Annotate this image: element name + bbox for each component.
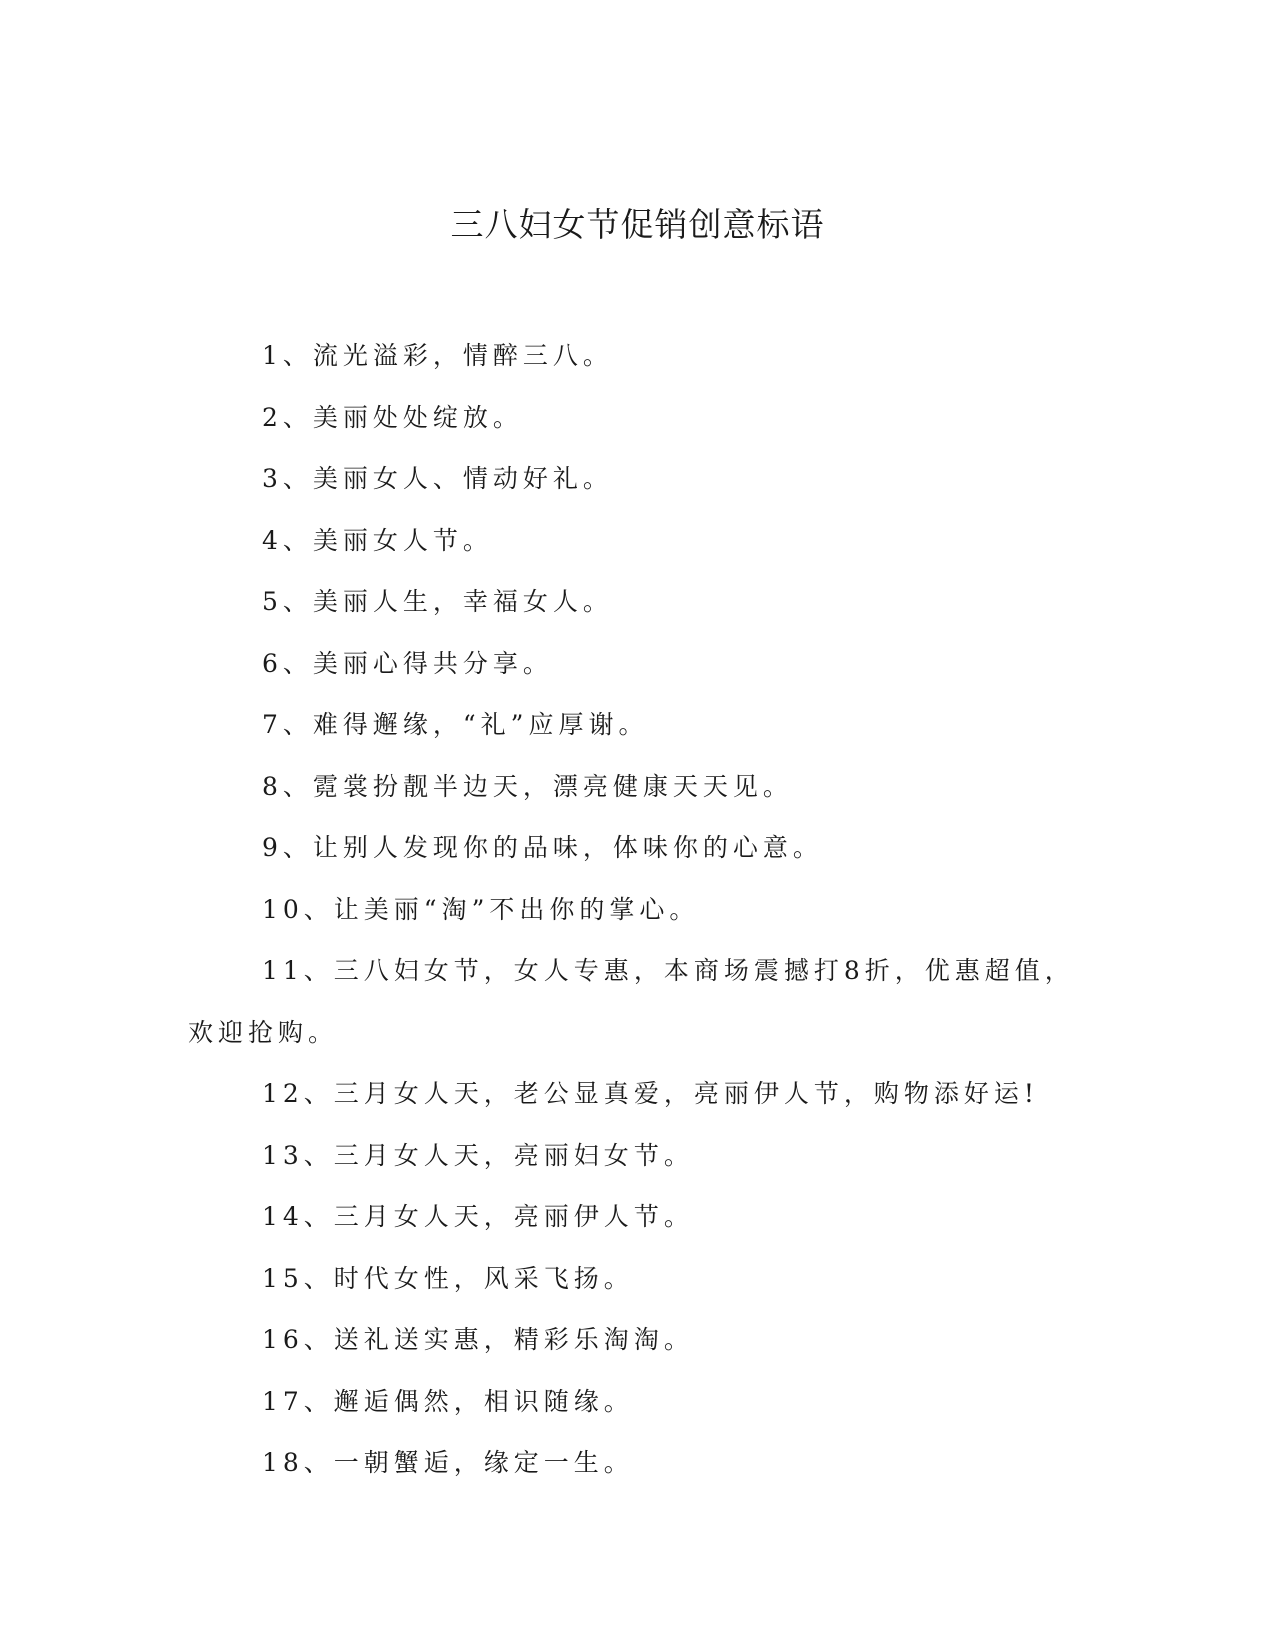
slogan-item: 17、邂逅偶然，相识随缘。 <box>262 1386 634 1416</box>
slogan-item: 11、三八妇女节，女人专惠，本商场震撼打8折，优惠超值，欢迎抢购。 <box>188 956 1075 1047</box>
slogan-item: 18、一朝蟹逅，缘定一生。 <box>262 1448 634 1477</box>
slogan-item: 6、美丽心得共分享。 <box>262 648 553 678</box>
slogan-item: 12、三月女人天，老公显真爱，亮丽伊人节，购物添好运! <box>262 1079 1039 1108</box>
slogan-item: 13、三月女人天，亮丽妇女节。 <box>262 1140 694 1170</box>
slogan-item: 5、美丽人生，幸福女人。 <box>262 587 613 616</box>
slogan-list <box>188 325 1086 1494</box>
slogan-item: 4、美丽女人节。 <box>262 525 493 555</box>
slogan-item: 15、时代女性，风采飞扬。 <box>262 1263 634 1293</box>
slogan-item: 7、难得邂缘，“礼”应厚谢。 <box>262 710 649 739</box>
slogan-item: 10、让美丽“淘”不出你的掌心。 <box>262 894 700 924</box>
slogan-item: 8、霓裳扮靓半边天，漂亮健康天天见。 <box>262 771 793 801</box>
slogan-item: 2、美丽处处绽放。 <box>262 402 523 432</box>
document-title: 三八妇女节促销创意标语 <box>450 205 825 244</box>
slogan-item: 9、让别人发现你的品味，体味你的心意。 <box>262 833 823 862</box>
slogan-item: 1、流光溢彩，情醉三八。 <box>262 341 613 370</box>
slogan-item: 16、送礼送实惠，精彩乐淘淘。 <box>262 1325 694 1354</box>
slogan-item: 14、三月女人天，亮丽伊人节。 <box>262 1202 694 1231</box>
slogan-item: 3、美丽女人、情动好礼。 <box>262 464 613 493</box>
